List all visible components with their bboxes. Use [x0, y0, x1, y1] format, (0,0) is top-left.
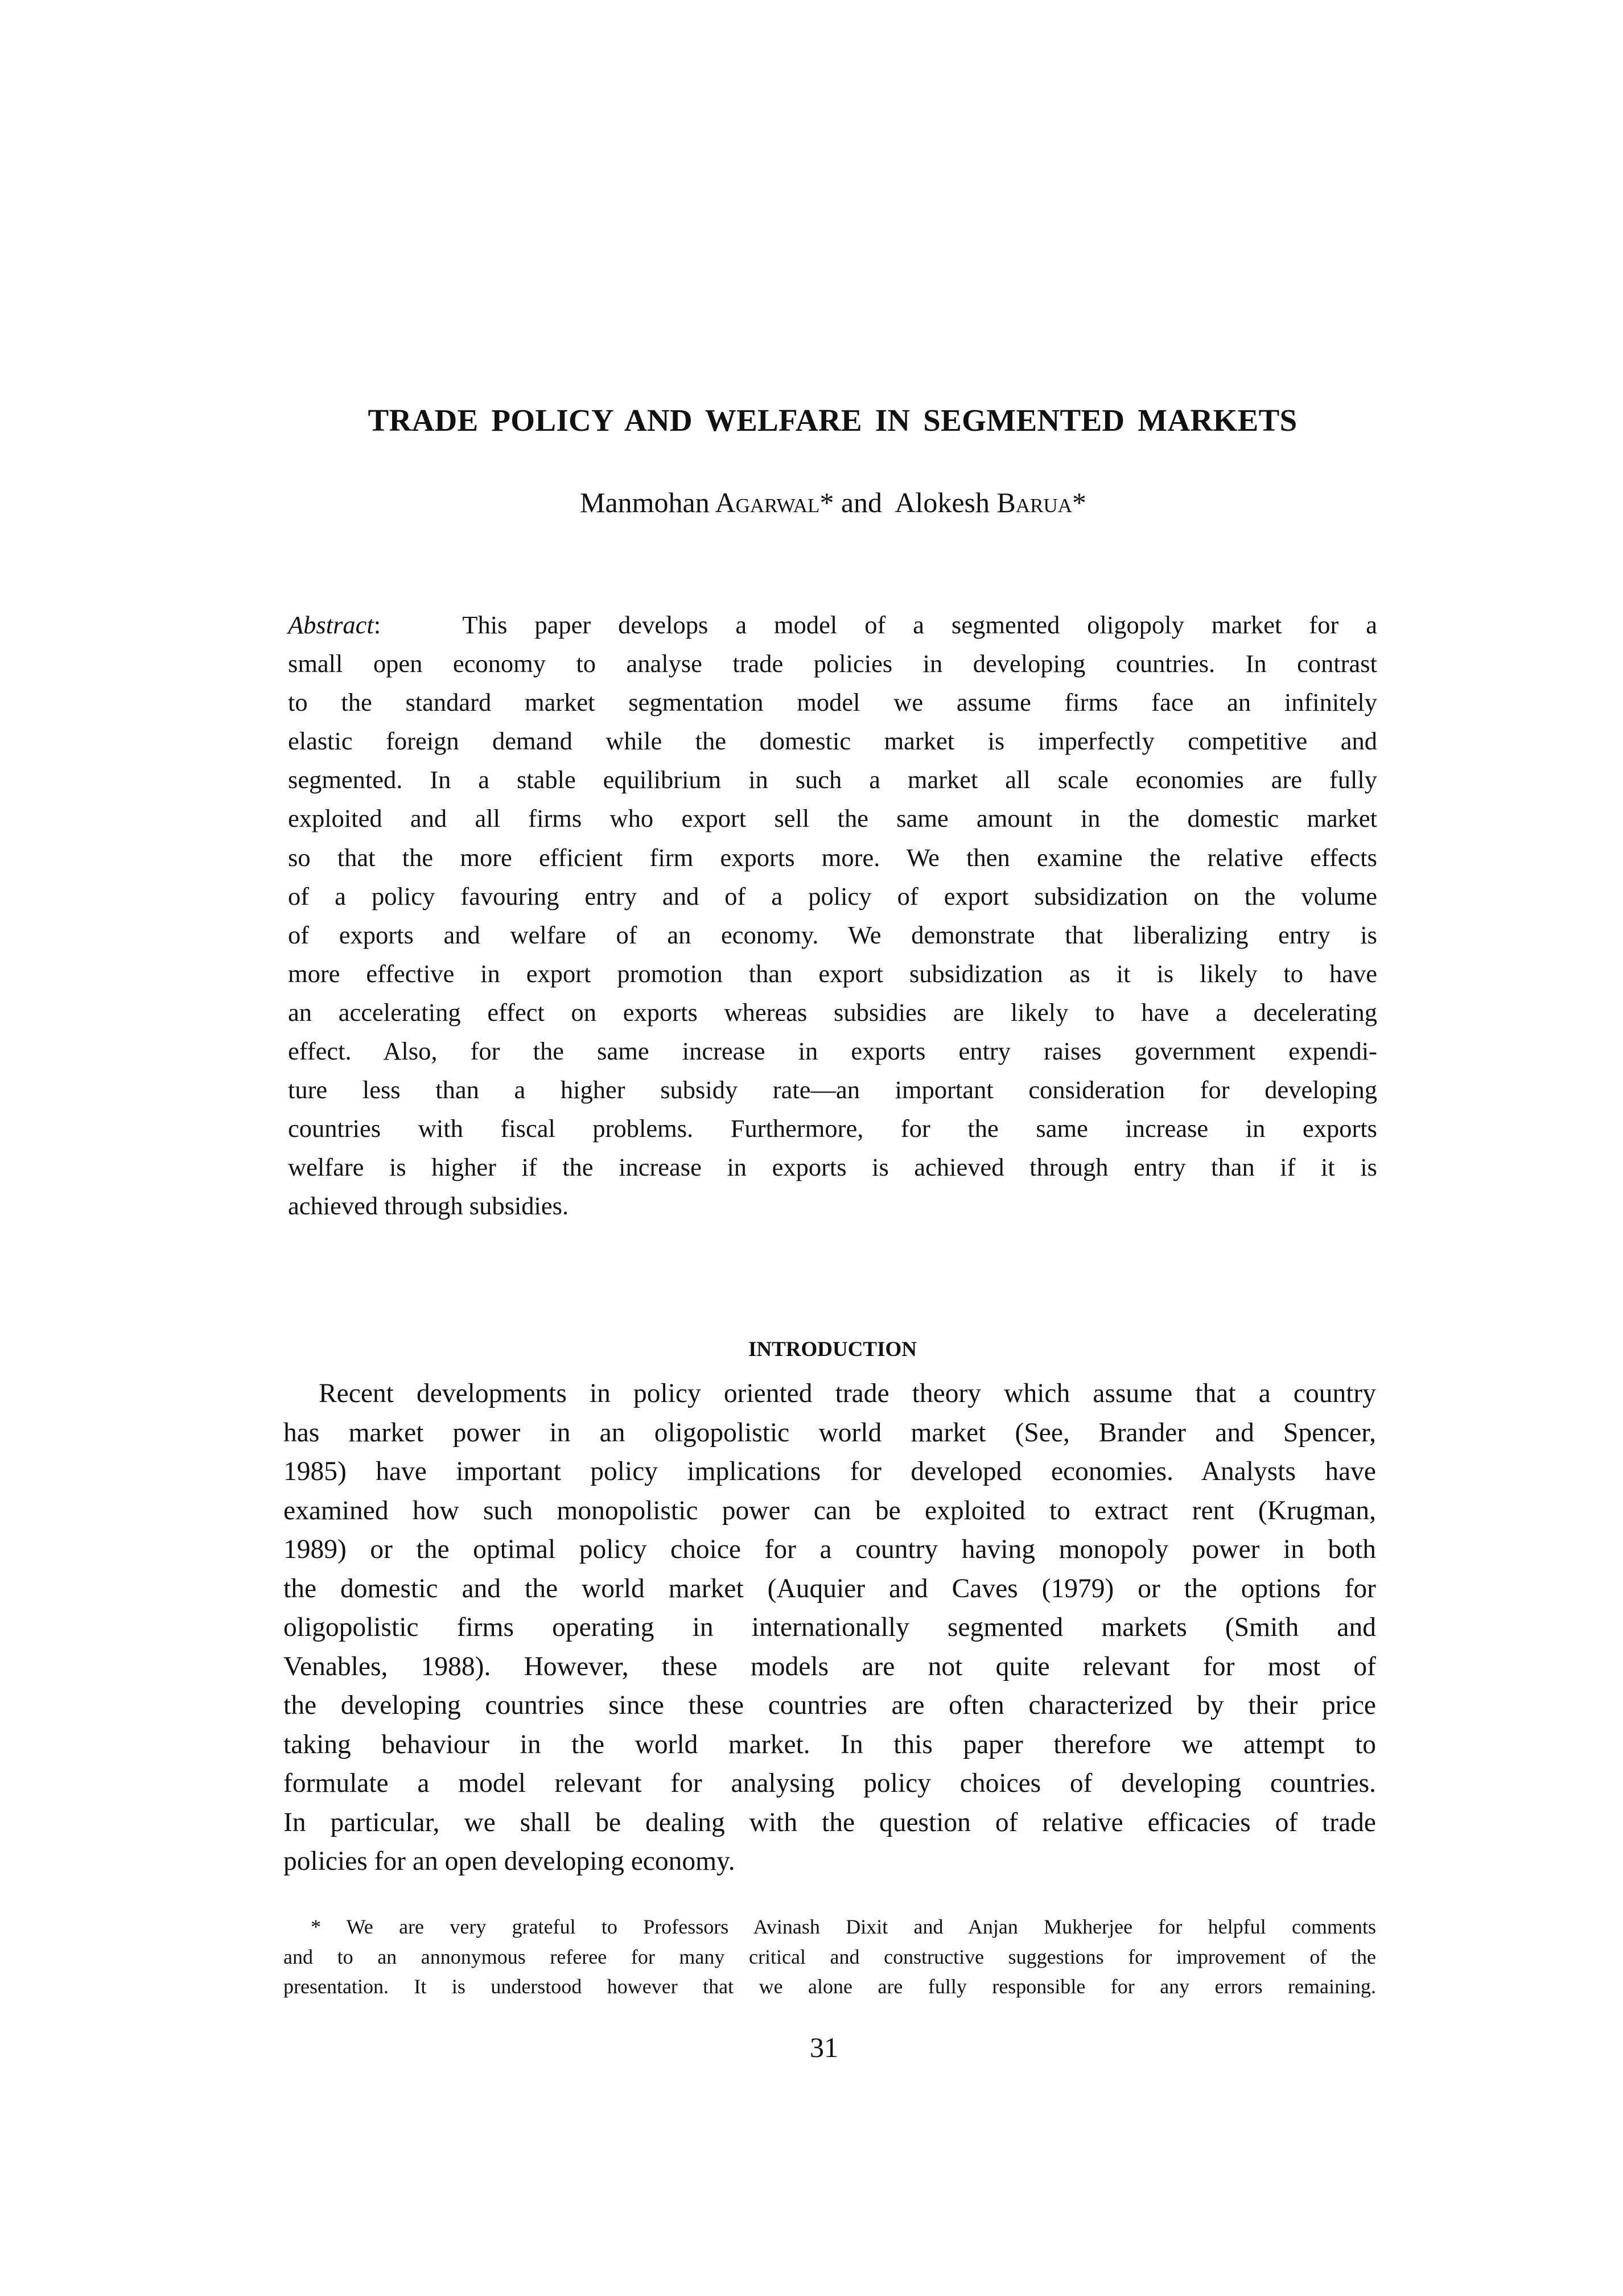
intro-line: taking behaviour in the world market. In this paper therefore we attempt to — [283, 1729, 1376, 1759]
author-1 — [580, 487, 834, 518]
footnote-line: * We are very grateful to Professors Avinash Dixit and Anjan Mukherjee for helpful comments — [311, 1915, 1376, 1938]
intro-line: has market power in an oligopolistic world market (See, Brander and Spencer, — [283, 1417, 1376, 1448]
abstract-line: exploited and all firms who export sell the same amount in the domestic market — [288, 804, 1377, 833]
abstract — [288, 605, 1377, 1226]
abstract-line: to the standard market segmentation model we assume firms face an infinitely — [288, 688, 1377, 717]
abstract-label: Abstract — [288, 611, 374, 639]
author-1-footnote-mark: * — [819, 487, 834, 518]
intro-line: examined how such monopolistic power can be exploited to extract rent (Krugman, — [283, 1495, 1376, 1526]
footnote-line: and to an annonymous referee for many critical and constructive suggestions for improvement of the — [283, 1945, 1376, 1968]
abstract-line: welfare is higher if the increase in exports is achieved through entry than if it is — [288, 1153, 1377, 1182]
abstract-line: an accelerating effect on exports whereas subsidies are likely to have a decelerating — [288, 997, 1377, 1027]
intro-line: Recent developments in policy oriented trade theory which assume that a country — [319, 1379, 1376, 1408]
intro-line: Venables, 1988). However, these models are not quite relevant for most of — [283, 1651, 1376, 1681]
author-2 — [889, 487, 1086, 518]
introduction-body — [283, 1374, 1376, 1881]
author-2-footnote-mark: * — [1072, 487, 1087, 518]
abstract-line: elastic foreign demand while the domestic market is imperfectly competitive and — [288, 727, 1377, 756]
author-2-first-name: Alokesh — [895, 487, 990, 518]
intro-line: oligopolistic firms operating in internationally segmented markets (Smith and — [283, 1613, 1376, 1642]
acknowledgement-footnote — [283, 1912, 1376, 2002]
page-number: 31 — [810, 2031, 838, 2063]
abstract-line: countries with fiscal problems. Furthermore, for the same increase in exports — [288, 1114, 1377, 1143]
section-heading-introduction: INTRODUCTION — [748, 1337, 917, 1361]
author-line — [0, 484, 1623, 521]
abstract-line: small open economy to analyse trade policies in developing countries. In contrast — [288, 649, 1377, 678]
author-1-last-name: Agarwal — [715, 487, 820, 518]
footnote-line: presentation. It is understood however that we alone are fully responsible for any errors remaining. — [283, 1975, 1376, 1998]
intro-line: the developing countries since these countries are often characterized by their price — [283, 1691, 1376, 1720]
intro-line: policies for an open developing economy. — [283, 1846, 735, 1876]
abstract-line: Abstract: This paper develops a model of a segmented oligopoly market for a — [288, 611, 1377, 639]
abstract-line: effect. Also, for the same increase in exports entry raises government expendi- — [288, 1037, 1377, 1066]
abstract-line: ture less than a higher subsidy rate—an important consideration for developing — [288, 1075, 1377, 1104]
paper-title-text: TRADE POLICY AND WELFARE IN SEGMENTED MARKETS — [368, 402, 1297, 438]
abstract-line: of a policy favouring entry and of a policy of export subsidization on the volume — [288, 881, 1377, 910]
intro-line: In particular, we shall be dealing with the question of relative efficacies of trade — [283, 1807, 1376, 1837]
author-joiner: and — [834, 487, 889, 518]
intro-line: the domestic and the world market (Auquier and Caves (1979) or the options for — [283, 1573, 1376, 1604]
abstract-line: achieved through subsidies. — [288, 1192, 569, 1221]
intro-line: 1989) or the optimal policy choice for a country having monopoly power in both — [283, 1535, 1376, 1564]
abstract-line: segmented. In a stable equilibrium in such a market all scale economies are fully — [288, 765, 1377, 794]
intro-line: formulate a model relevant for analysing policy choices of developing countries. — [283, 1769, 1376, 1798]
abstract-line: so that the more efficient firm exports more. We then examine the relative effects — [288, 843, 1377, 872]
abstract-line: of exports and welfare of an economy. We demonstrate that liberalizing entry is — [288, 920, 1377, 949]
author-1-first-name: Manmohan — [579, 487, 710, 518]
abstract-line: more effective in export promotion than export subsidization as it is likely to have — [288, 959, 1377, 988]
paper-title — [0, 401, 1623, 440]
intro-line: 1985) have important policy implications for developed economies. Analysts have — [283, 1457, 1376, 1486]
author-2-last-name: Barua — [996, 487, 1073, 518]
